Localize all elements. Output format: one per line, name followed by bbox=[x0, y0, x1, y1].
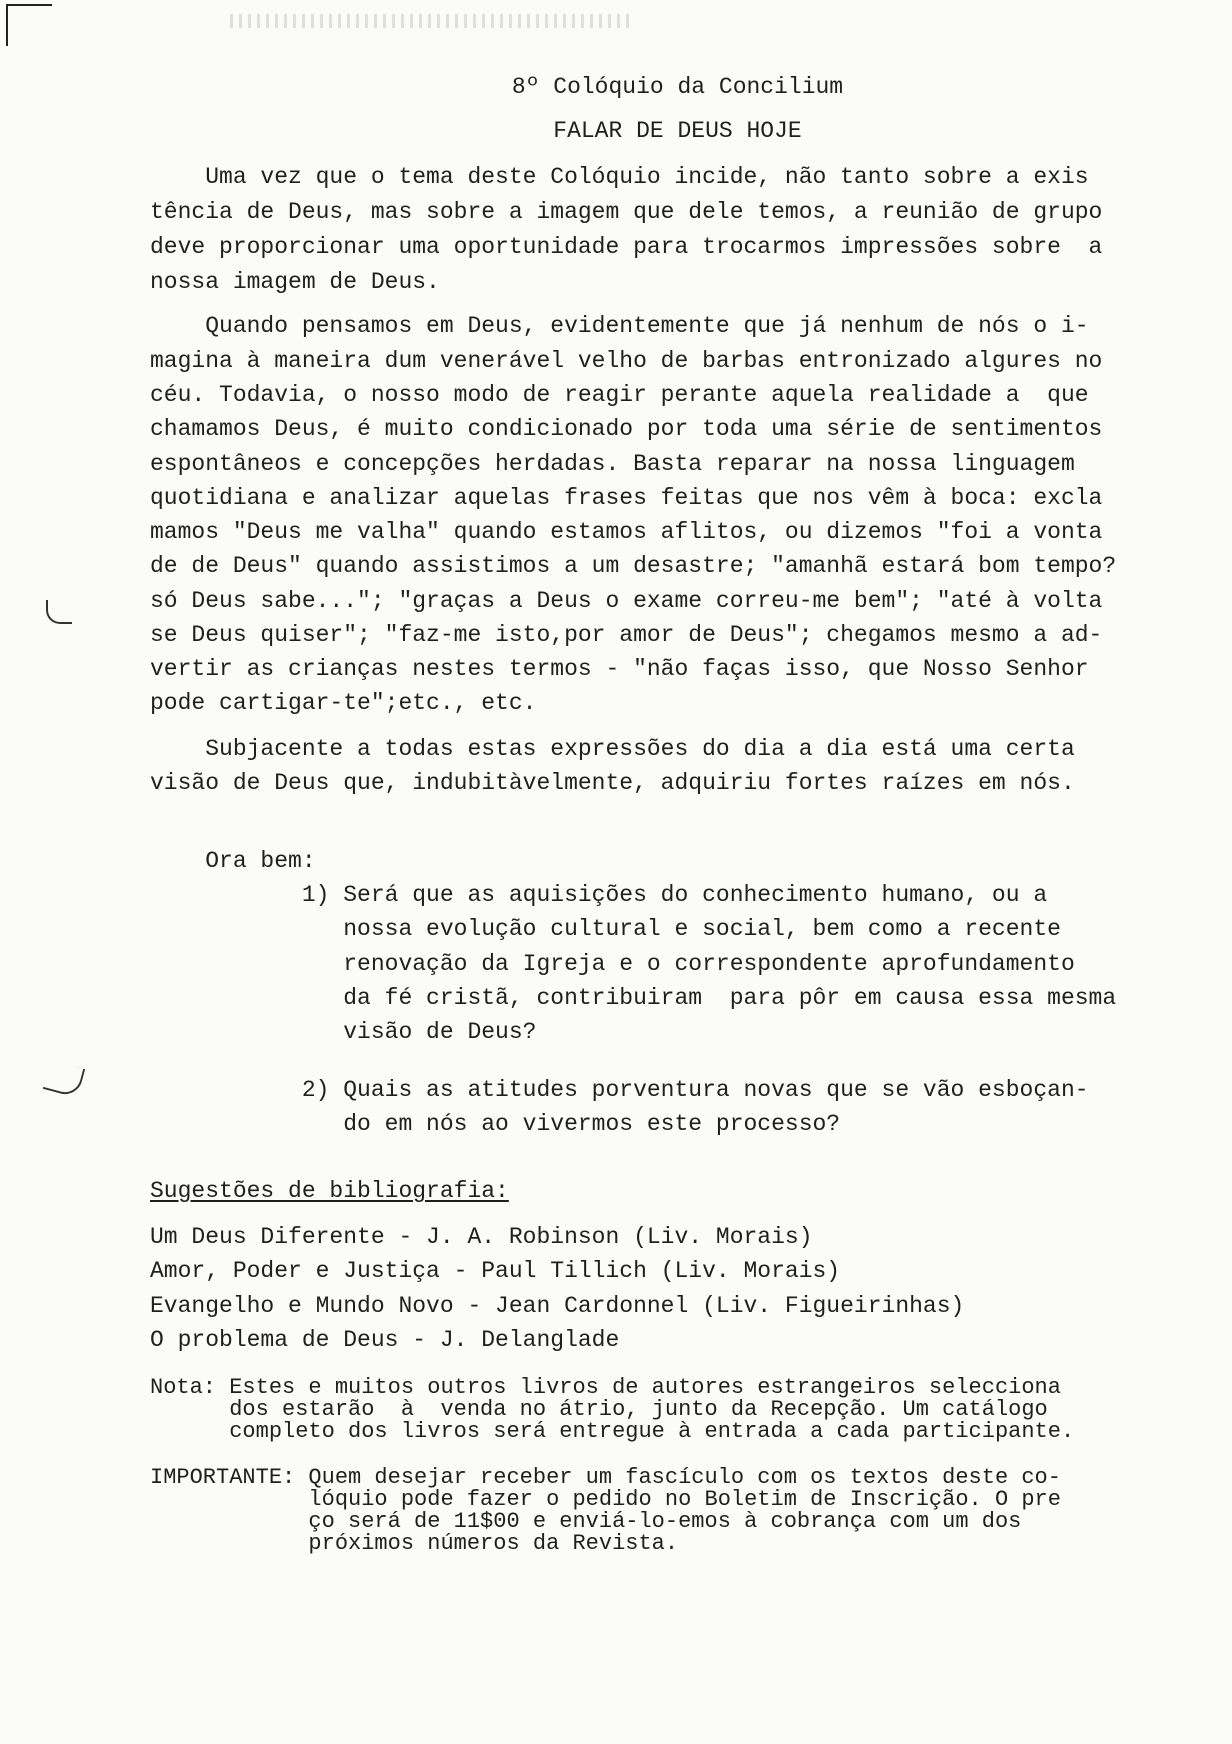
paragraph-3-line: Subjacente a todas estas expressões do dia a dia está uma certa bbox=[150, 736, 1075, 762]
nota-line: completo dos livros será entregue à entrada a cada participante. bbox=[150, 1419, 1075, 1444]
document-title: FALAR DE DEUS HOJE bbox=[553, 118, 802, 144]
question-1-line: nossa evolução cultural e social, bem como a recente bbox=[150, 916, 1061, 942]
margin-pencil-mark bbox=[43, 1060, 86, 1098]
paragraph-1-line: deve proporcionar uma oportunidade para trocarmos impressões sobre a bbox=[150, 234, 1103, 260]
importante-line: lóquio pode fazer o pedido no Boletim de Inscrição. O pre bbox=[150, 1487, 1061, 1512]
question-1-line: visão de Deus? bbox=[150, 1019, 537, 1045]
paragraph-2-line: pode cartigar-te";etc., etc. bbox=[150, 690, 537, 716]
paragraph-2-line: só Deus sabe..."; "graças a Deus o exame correu-me bem"; "até à volta bbox=[150, 588, 1103, 614]
paragraph-3-line: visão de Deus que, indubitàvelmente, adquiriu fortes raízes em nós. bbox=[150, 770, 1075, 796]
typed-text bbox=[150, 0, 1205, 1556]
paragraph-1-line: Uma vez que o tema deste Colóquio incide, não tanto sobre a exis bbox=[150, 164, 1089, 190]
question-1-line: 1) Será que as aquisições do conhecimento humano, ou a bbox=[150, 882, 1048, 908]
question-1-line: da fé cristã, contribuiram para pôr em causa essa mesma bbox=[150, 985, 1117, 1011]
importante-line: próximos números da Revista. bbox=[150, 1531, 679, 1556]
paragraph-2-line: vertir as crianças nestes termos - "não faças isso, que Nosso Senhor bbox=[150, 656, 1089, 682]
importante-line: IMPORTANTE: Quem desejar receber um fascículo com os textos deste co- bbox=[150, 1465, 1061, 1490]
paragraph-2-line: quotidiana e analizar aquelas frases feitas que nos vêm à boca: excla bbox=[150, 485, 1103, 511]
page-corner-mark bbox=[6, 4, 52, 46]
question-1-line: renovação da Igreja e o correspondente aprofundamento bbox=[150, 951, 1075, 977]
bibliography-item: Um Deus Diferente - J. A. Robinson (Liv. Morais) bbox=[150, 1224, 813, 1250]
bibliography-item: Evangelho e Mundo Novo - Jean Cardonnel (Liv. Figueirinhas) bbox=[150, 1293, 965, 1319]
paragraph-2-line: Quando pensamos em Deus, evidentemente que já nenhum de nós o i- bbox=[150, 313, 1089, 339]
paragraph-2-line: chamamos Deus, é muito condicionado por toda uma série de sentimentos bbox=[150, 416, 1103, 442]
paragraph-2-line: espontâneos e concepções herdadas. Basta reparar na nossa linguagem bbox=[150, 451, 1075, 477]
paragraph-2-line: de de Deus" quando assistimos a um desastre; "amanhã estará bom tempo? bbox=[150, 553, 1117, 579]
nota-line: dos estarão à venda no átrio, junto da Recepção. Um catálogo bbox=[150, 1397, 1048, 1422]
paragraph-2-line: céu. Todavia, o nosso modo de reagir perante aquela realidade a que bbox=[150, 382, 1089, 408]
paragraph-2-line: magina à maneira dum venerável velho de barbas entronizado algures no bbox=[150, 348, 1103, 374]
paragraph-1-line: tência de Deus, mas sobre a imagem que dele temos, a reunião de grupo bbox=[150, 199, 1103, 225]
nota-line: Nota: Estes e muitos outros livros de autores estrangeiros selecciona bbox=[150, 1375, 1061, 1400]
ora-bem-label: Ora bem: bbox=[150, 848, 316, 874]
colloquium-heading: 8º Colóquio da Concilium bbox=[511, 74, 844, 100]
bibliography-item: Amor, Poder e Justiça - Paul Tillich (Liv. Morais) bbox=[150, 1258, 841, 1284]
paragraph-2-line: mamos "Deus me valha" quando estamos aflitos, ou dizemos "foi a vonta bbox=[150, 519, 1103, 545]
importante-line: ço será de 11$00 e enviá-lo-emos à cobrança com um dos bbox=[150, 1509, 1022, 1534]
bibliography-item: O problema de Deus - J. Delanglade bbox=[150, 1327, 620, 1353]
bibliography-heading: Sugestões de bibliografia: bbox=[150, 1178, 509, 1204]
paragraph-2-line: se Deus quiser"; "faz-me isto,por amor de Deus"; chegamos mesmo a ad- bbox=[150, 622, 1103, 648]
margin-pencil-mark bbox=[46, 600, 72, 624]
question-2-line: do em nós ao vivermos este processo? bbox=[150, 1111, 841, 1137]
question-2-line: 2) Quais as atitudes porventura novas que se vão esboçan- bbox=[150, 1077, 1089, 1103]
paragraph-1-line: nossa imagem de Deus. bbox=[150, 269, 440, 295]
